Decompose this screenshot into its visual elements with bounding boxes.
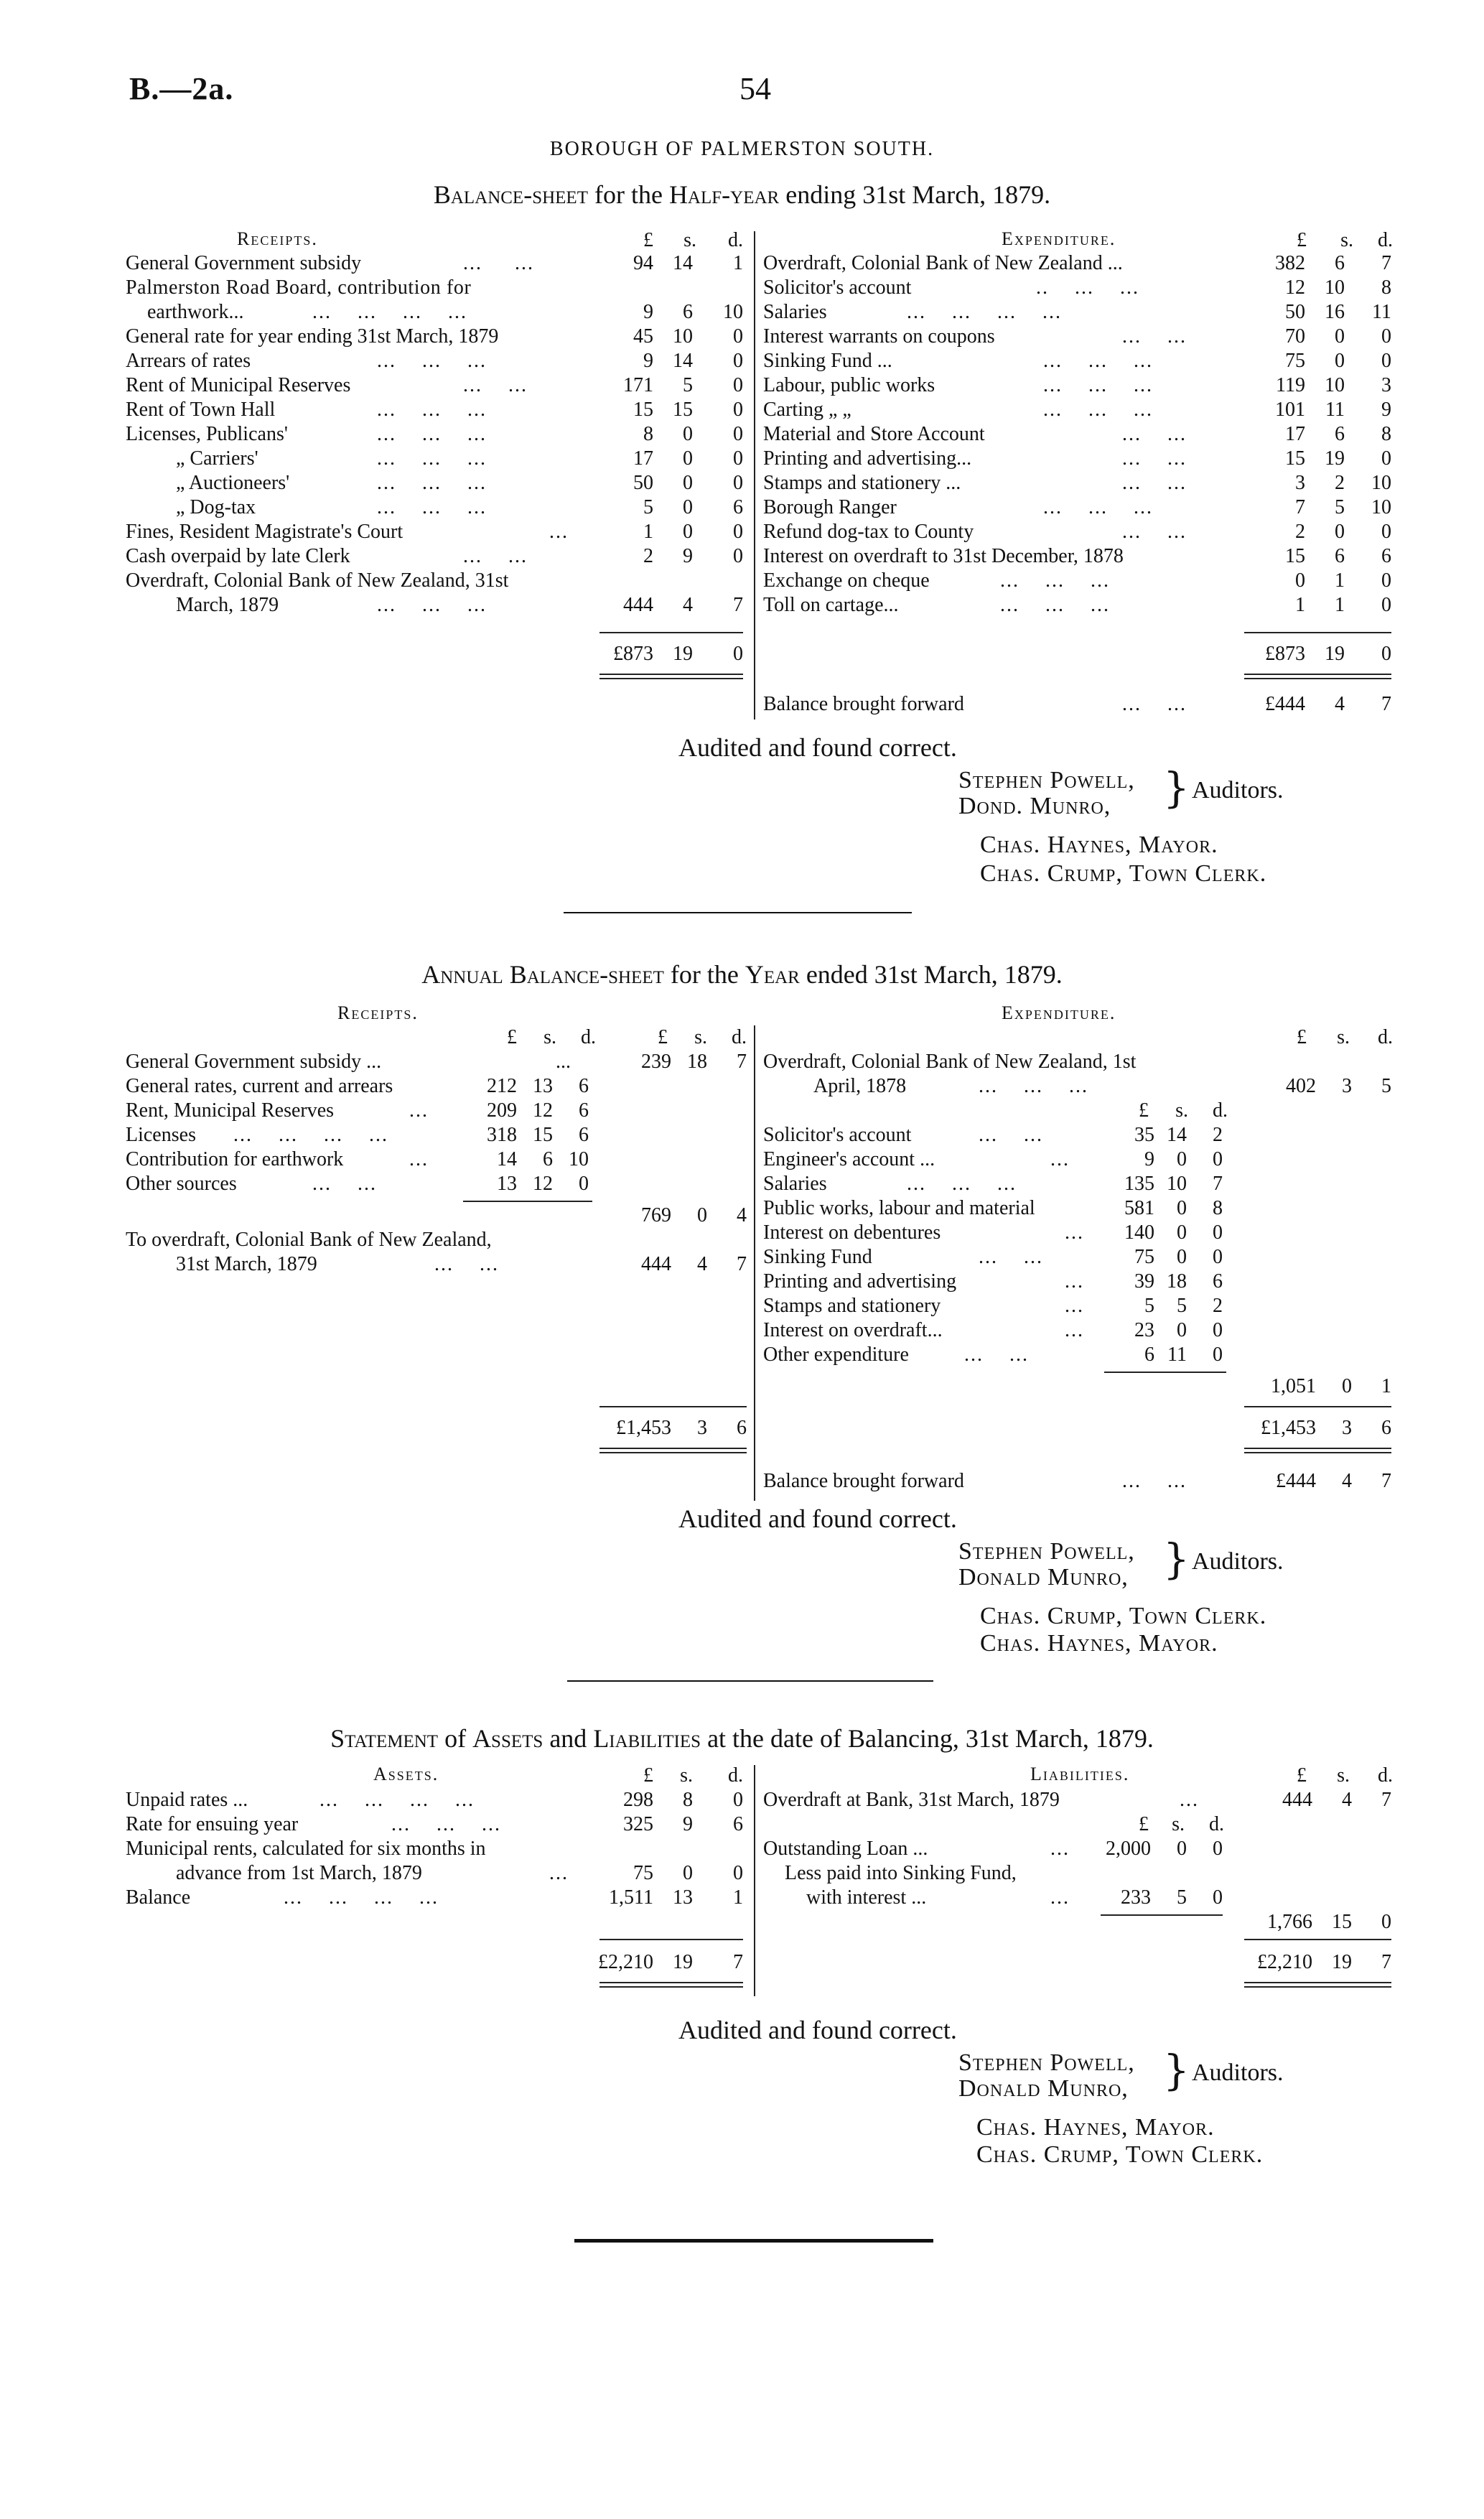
rule (599, 678, 743, 679)
brace-icon: } (1163, 1535, 1190, 1583)
currency-pounds-header: £ (1139, 1099, 1149, 1122)
currency-pounds-header: £ (658, 1026, 668, 1048)
auditor-name: Donald Munro, (958, 2075, 1129, 2102)
document-page: B.—2a. 54 BOROUGH OF PALMERSTON SOUTH. Balance-sheet for the Half-year ending 31st March, 1879. Receipts. Expenditure. £ s. d. £ s. d. General Government subsidy ... ... 94 14 1 Palmerston Road Board, contribution for earthwork... ... ... ... ... 9 6 10 General rate for year ending 31st March, 1879 45 10 0 Arrears of rates ... ... ... 9 14 0 Rent of Municipal Reserves ... ... 171 5 0 Rent of Town Hall ... ... ... 15 15 0 Licenses, Publicans' ... ... ... 8 0 0 „ Carriers' ... ... ... 17 0 0 „ Auctioneers' ... ... ... 50 0 0 „ Dog-tax ... ... ... 5 0 6 Fines, Resident Magistrate's Court ... 1 0 0 Cash overpaid by late Clerk ... ... 2 9 0 Overdraft, Colonial Bank of New Zealand, 31st March, 1879 ... ... ... 444 4 7 £873 19 0 Overdraft, Colonial Bank of New Zealand ... 382 6 7 Solicitor's account .. ... ... 12 10 8 Salaries ... ... ... ... 50 16 11 Interest warrants on coupons ... ... 70 0 0 Sinking Fund ... ... ... ... 75 0 0 Labour, public works ... ... ... 119 10 3 Carting „ „ ... ... ... 101 11 9 Material and Store Account ... ... 17 6 8 Printing and advertising... ... ... 15 19 0 Stamps and stationery ... ... ... 3 2 10 Borough Ranger ... ... ... 7 5 10 Refund dog-tax to County ... ... 2 0 0 Interest on overdraft to 31st December, 1878 15 6 6 Exchange on cheque ... ... ... 0 1 0 Toll on cartage... ... ... ... 1 1 0 £873 19 0 Balance brought forward ... ... £444 4 7 Audited and found correct. Stephen Powell, Dond. Munro, } Auditors. Chas. Haynes, Mayor. Chas. Crump, Town Clerk. Annual Balance-sheet for the Year ended 31st March, 1879. Receipts. Expenditure. £ s. d. £ s. d. £ s. d. £ s. d. General Government subsidy ... ... 239 18 7 General rates, current and arrears 212 13 6 Rent, Municipal Reserves ... 209 12 6 Licenses ... ... ... ... 318 15 6 Contribution for earthwork ... 14 6 10 Other sources ... ... 13 12 0 769 0 4 To overdraft, Colonial Bank of New Zealand, 31st March, 1879 ... ... 444 4 7 £1,453 3 6 Overdraft, Colonial Bank of New Zealand, 1st April, 1878 ... ... ... 402 3 5 Solicitor's account ... ... 35 14 2 Engineer's account ... ... 9 0 0 Salaries ... ... ... 135 10 7 Public works, labour and material 581 0 8 Interest on debentures ... 140 0 0 Sinking Fund ... ... 75 0 0 Printing and advertising ... 39 18 6 Stamps and stationery ... 5 5 2 Interest on overdraft... ... 23 0 0 Other expenditure ... ... 6 11 0 1,051 0 1 £1,453 3 6 Balance brought forward ... ... £444 4 7 Audited and found correct. Stephen Powell, Donald Munro, } Auditors. Chas. Crump, Town Clerk. Chas. Haynes, Mayor. Statement of Assets and Liabilities at the date of Balancing, 31st March, 1879. Assets. Liabilities. £ s. d. £ s. d. £ s. d. Unpaid rates ... ... ... ... ... 298 8 0 Rate for ensuing year ... ... ... 325 9 6 Municipal rents, calculated for six months in advance from 1st March, 1879 ... 75 0 0 Balance ... ... ... ... 1,511 13 1 £2,210 19 7 Overdraft at Bank, 31st March, 1879 ... 444 4 7 Outstanding Loan ... ... 2,000 0 0 Less paid into Sinking Fund, with interest ... ... 233 5 0 1,766 15 0 £2,210 19 7 Audited and found correct. Stephen Powell, Donald Munro, } Auditors. Chas. Haynes, Mayor. Chas. Crump, Town Clerk. (0, 0, 1484, 2519)
currency-pence-header: d. (732, 1026, 747, 1048)
column-divider (754, 231, 755, 720)
signatory: Chas. Crump, Town Clerk. (980, 1603, 1267, 1629)
page-number: 54 (739, 71, 771, 106)
rule (1244, 1406, 1391, 1407)
rule (1244, 1986, 1391, 1988)
rule (599, 1406, 747, 1407)
currency-shillings-header: s. (1337, 1764, 1350, 1787)
rule (599, 1452, 747, 1453)
currency-pounds-header: £ (1139, 1813, 1149, 1835)
currency-pounds-header: £ (643, 229, 653, 251)
auditors-label: Auditors. (1192, 1548, 1284, 1575)
signatory: Chas. Haynes, Mayor. (980, 832, 1218, 858)
brace-icon: } (1163, 763, 1190, 812)
rule (1244, 1982, 1391, 1983)
signatory: Chas. Crump, Town Clerk. (980, 860, 1267, 887)
currency-shillings-header: s. (1340, 229, 1353, 251)
section-separator (564, 912, 912, 913)
auditors-label: Auditors. (1192, 777, 1284, 804)
currency-pounds-header: £ (1297, 229, 1307, 251)
auditor-name: Donald Munro, (958, 1564, 1129, 1591)
signatory: Chas. Haynes, Mayor. (976, 2114, 1215, 2141)
document-reference: B.—2a. (129, 71, 234, 106)
rule (1244, 1452, 1391, 1453)
currency-shillings-header: s. (694, 1026, 707, 1048)
currency-pounds-header: £ (507, 1026, 517, 1048)
rule (1244, 674, 1391, 675)
half-year-audited: Audited and found correct. (678, 733, 957, 762)
rule (599, 1939, 743, 1940)
currency-shillings-header: s. (680, 1764, 693, 1787)
currency-pence-header: d. (1378, 1026, 1393, 1048)
currency-shillings-header: s. (1175, 1099, 1188, 1122)
rule (1104, 1372, 1226, 1373)
signatory: Chas. Haynes, Mayor. (980, 1630, 1218, 1657)
auditors-label: Auditors. (1192, 2059, 1284, 2086)
rule (463, 1201, 592, 1202)
rule (599, 674, 743, 675)
currency-pence-header: d. (1378, 1764, 1393, 1787)
half-year-expenditure-head: Expenditure. (1002, 228, 1116, 249)
rule (1244, 678, 1391, 679)
assets-head: Assets. (373, 1764, 439, 1784)
half-year-receipts-head: Receipts. (237, 228, 318, 249)
statement-audited: Audited and found correct. (678, 2016, 957, 2044)
rule (1101, 1914, 1223, 1916)
auditor-name: Dond. Munro, (958, 793, 1111, 819)
end-rule (574, 2239, 933, 2243)
signatory: Chas. Crump, Town Clerk. (976, 2141, 1264, 2168)
borough-heading: BOROUGH OF PALMERSTON SOUTH. (549, 138, 935, 160)
currency-pence-header: d. (1209, 1813, 1224, 1835)
section-separator (567, 1680, 933, 1682)
rule (599, 1986, 743, 1988)
currency-shillings-header: s. (683, 229, 696, 251)
annual-receipts-head: Receipts. (337, 1002, 419, 1023)
currency-pounds-header: £ (643, 1764, 653, 1787)
currency-pounds-header: £ (1297, 1026, 1307, 1048)
rule (599, 632, 743, 633)
brace-icon: } (1163, 2046, 1190, 2095)
rule (1244, 1939, 1391, 1940)
liabilities-head: Liabilities. (1030, 1764, 1130, 1784)
rule (599, 1982, 743, 1983)
column-divider (754, 1765, 755, 1996)
currency-pence-header: d. (728, 1764, 743, 1787)
half-year-title: Balance-sheet for the Half-year ending 31st March, 1879. (433, 180, 1051, 209)
column-divider (754, 1025, 755, 1501)
currency-pence-header: d. (728, 229, 743, 251)
auditor-name: Stephen Powell, (958, 2049, 1135, 2076)
auditor-name: Stephen Powell, (958, 767, 1135, 793)
rule (1244, 1448, 1391, 1449)
currency-pounds-header: £ (1297, 1764, 1307, 1787)
currency-pence-header: d. (581, 1026, 596, 1048)
currency-shillings-header: s. (1337, 1026, 1350, 1048)
annual-expenditure-head: Expenditure. (1002, 1002, 1116, 1023)
currency-pence-header: d. (1213, 1099, 1228, 1122)
currency-shillings-header: s. (543, 1026, 556, 1048)
rule (1244, 632, 1391, 633)
annual-title: Annual Balance-sheet for the Year ended 31st March, 1879. (421, 960, 1063, 989)
auditor-name: Stephen Powell, (958, 1538, 1135, 1565)
statement-title: Statement of Assets and Liabilities at the date of Balancing, 31st March, 1879. (330, 1724, 1154, 1753)
annual-audited: Audited and found correct. (678, 1504, 957, 1533)
rule (599, 1448, 747, 1449)
currency-pence-header: d. (1378, 229, 1393, 251)
currency-shillings-header: s. (1172, 1813, 1185, 1835)
